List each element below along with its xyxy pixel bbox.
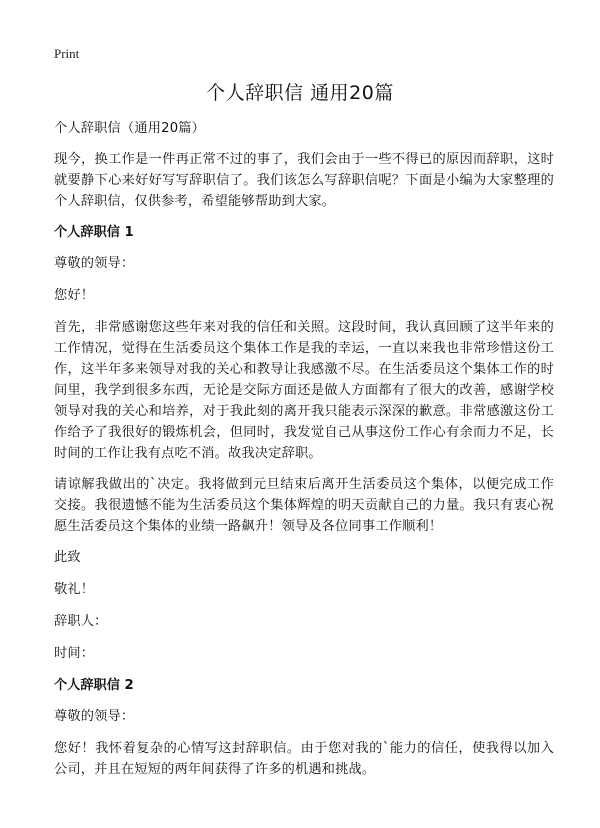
letter-2 <box>54 675 554 780</box>
letter-2-salutation: 尊敬的领导： <box>54 709 135 724</box>
document-subtitle: 个人辞职信（通用20篇） <box>54 121 206 136</box>
letter-1-heading: 个人辞职信 1 <box>54 225 134 240</box>
letter-1-closing-1: 此致 <box>54 550 81 565</box>
letter-1-greeting: 您好！ <box>54 288 95 303</box>
letter-1-body-paragraph-1: 首先，非常感谢您这些年来对我的信任和关照。这段时间，我认真回顾了这半年来的工作情况，觉得在生活委员这个集体工作是我的幸运，一直以来我也非常珍惜这份工作，这半年多来领导对我的关心和教导让我感激不尽。在生活委员这个集体工作的时间里，我学到很多东西，无论是交际方面还是做人方面都有了很大的改善，感谢学校领导对我的关心和培养，对于我此刻的离开我只能表示深深的歉意。非常感激这份工作给予了我很好的锻炼机会，但同时，我发觉自己从事这份工作心有余而力不足，长时间的工作让我有点吃不消。故我决定辞职。 <box>54 320 554 461</box>
letter-1 <box>54 222 554 664</box>
letter-1-salutation: 尊敬的领导： <box>54 256 135 271</box>
letter-2-heading: 个人辞职信 2 <box>54 678 134 693</box>
letter-1-closing-2: 敬礼！ <box>54 582 95 597</box>
letter-1-body-paragraph-2: 请谅解我做出的`决定。我将做到元旦结束后离开生活委员这个集体，以便完成工作交接。我很遗憾不能为生活委员这个集体辉煌的明天贡献自己的力量。我只有衷心祝愿生活委员这个集体的业绩一路飙升！领导及各位同事工作顺利！ <box>54 477 554 534</box>
print-link[interactable]: Print <box>54 46 80 61</box>
intro-paragraph: 现今，换工作是一件再正常不过的事了，我们会由于一些不得已的原因而辞职，这时就要静下心来好好写写辞职信了。我们该怎么写辞职信呢？下面是小编为大家整理的个人辞职信，仅供参考，希望能够帮助到大家。 <box>54 152 554 209</box>
letter-1-signer: 辞职人： <box>54 614 108 629</box>
document-body <box>54 118 554 790</box>
letter-1-date: 时间： <box>54 646 95 661</box>
letter-2-body-paragraph-1: 您好！我怀着复杂的心情写这封辞职信。由于您对我的`能力的信任，使我得以加入公司，并且在短短的两年间获得了许多的机遇和挑战。 <box>54 741 554 777</box>
document-title: 个人辞职信 通用20篇 <box>206 82 394 104</box>
